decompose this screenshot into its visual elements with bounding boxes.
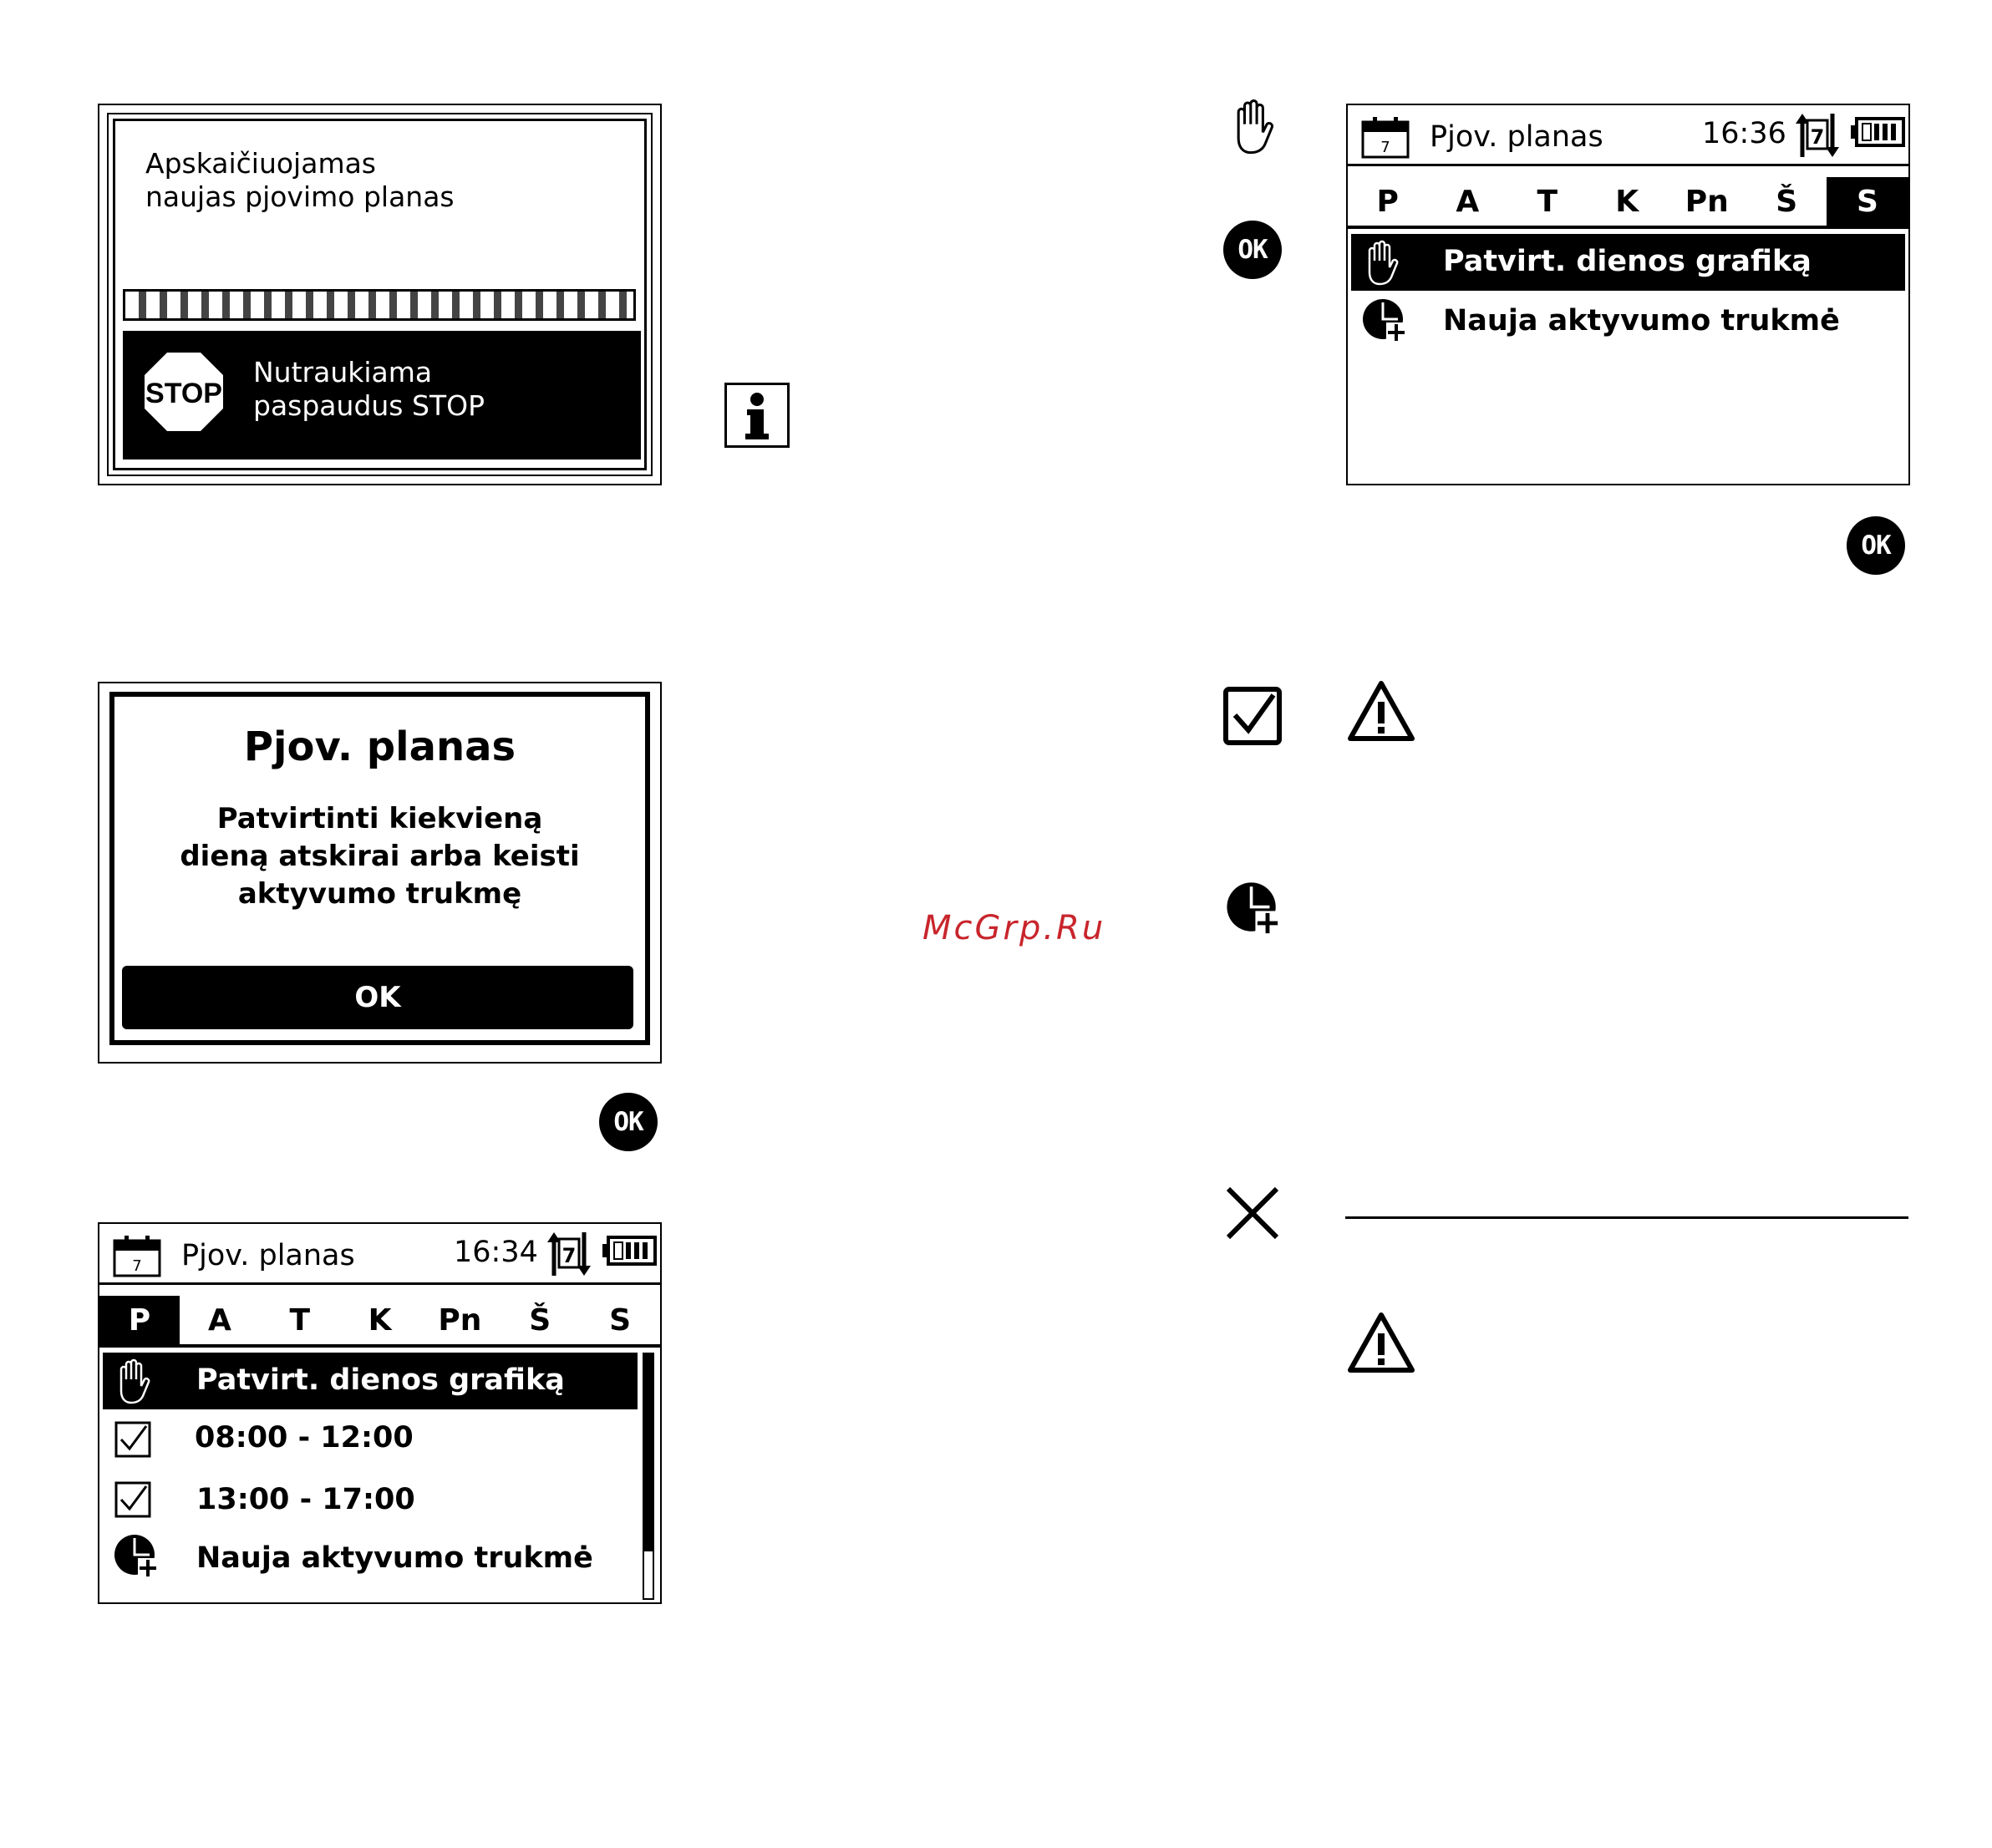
- battery-icon: [602, 1236, 658, 1266]
- time-slot-2: 13:00 - 17:00: [196, 1483, 415, 1516]
- calendar-icon-text: 7: [1380, 139, 1390, 156]
- ok-key-icon[interactable]: OK: [599, 1093, 658, 1151]
- stop-panel: [123, 331, 641, 459]
- tab-pn[interactable]: Pn: [1685, 184, 1729, 219]
- sync-icon-text: 7: [562, 1244, 577, 1267]
- close-icon: [1225, 1185, 1280, 1241]
- checkbox-checked-icon[interactable]: [114, 1421, 151, 1458]
- weekday-tabs: [99, 1296, 660, 1344]
- checkbox-checked-icon: [1223, 687, 1282, 745]
- tab-t[interactable]: T: [1537, 184, 1558, 219]
- hand-icon: [113, 1358, 151, 1404]
- weekly-schedule-screen-monday: [98, 1222, 662, 1604]
- dialog-title: Pjov. planas: [243, 723, 516, 770]
- warning-icon: [1347, 680, 1415, 742]
- battery-icon: [1851, 117, 1906, 147]
- confirm-day-row[interactable]: [103, 1353, 638, 1409]
- tab-s[interactable]: S: [1827, 177, 1908, 226]
- calendar-icon: [1361, 117, 1410, 159]
- stop-line1: Nutraukiama: [253, 356, 433, 388]
- confirm-day-label: Patvirt. dienos grafiką: [196, 1363, 565, 1397]
- calculating-plan-screen: [98, 104, 662, 485]
- tab-pn[interactable]: Pn: [438, 1302, 482, 1338]
- screen-title: Pjov. planas: [181, 1239, 355, 1272]
- tab-p[interactable]: P: [1376, 184, 1399, 219]
- weekday-tabs: [1348, 177, 1908, 226]
- info-icon: [724, 383, 790, 448]
- new-duration-label: Nauja aktyvumo trukmė: [1443, 304, 1840, 338]
- dialog-line2: dieną atskirai arba keisti: [180, 840, 580, 873]
- new-duration-icon[interactable]: [1361, 297, 1408, 344]
- scrollbar[interactable]: [643, 1353, 654, 1600]
- confirm-plan-dialog: [98, 682, 662, 1064]
- tab-k[interactable]: K: [1615, 184, 1639, 219]
- stop-line2: paspaudus STOP: [253, 389, 485, 422]
- new-duration-icon[interactable]: [113, 1533, 160, 1580]
- new-duration-label: Nauja aktyvumo trukmė: [196, 1541, 593, 1575]
- tab-p[interactable]: P: [99, 1296, 180, 1344]
- tab-t[interactable]: T: [289, 1302, 311, 1338]
- warning-icon: [1347, 1312, 1415, 1373]
- stop-icon: [143, 351, 225, 433]
- calendar-icon-text: 7: [132, 1257, 142, 1275]
- checkbox-checked-icon[interactable]: [114, 1481, 151, 1518]
- sync-icon: [547, 1231, 591, 1277]
- confirm-day-row[interactable]: [1351, 234, 1905, 291]
- watermark: McGrp.Ru: [922, 909, 1106, 947]
- tab-a[interactable]: A: [207, 1302, 231, 1338]
- ok-key-icon[interactable]: OK: [1223, 221, 1282, 279]
- dialog-ok-button[interactable]: OK: [122, 966, 633, 1029]
- tab-k[interactable]: K: [368, 1302, 392, 1338]
- ok-key-icon[interactable]: OK: [1847, 516, 1905, 575]
- sync-icon: [1796, 112, 1839, 159]
- tab-a[interactable]: A: [1456, 184, 1480, 219]
- calculating-title-line1: Apskaičiuojamas: [145, 147, 377, 180]
- divider-line: [1345, 1216, 1908, 1219]
- weekly-schedule-screen-sunday: [1346, 104, 1910, 485]
- new-duration-icon: [1225, 881, 1282, 937]
- confirm-day-label: Patvirt. dienos grafiką: [1443, 245, 1812, 278]
- calculating-title-line2: naujas pjovimo planas: [145, 180, 455, 213]
- dialog-line1: Patvirtinti kiekvieną: [216, 802, 543, 835]
- hand-icon: [1228, 97, 1275, 155]
- stop-icon-text: STOP: [145, 378, 222, 409]
- dialog-line3: aktyvumo trukmę: [237, 877, 522, 911]
- tab-s-caron[interactable]: Š: [529, 1302, 551, 1338]
- tab-s-caron[interactable]: Š: [1776, 184, 1798, 219]
- time-slot-1: 08:00 - 12:00: [195, 1421, 414, 1455]
- sync-icon-text: 7: [1810, 125, 1825, 149]
- hand-icon: [1361, 239, 1400, 286]
- clock-time: 16:36: [1702, 117, 1786, 150]
- clock-time: 16:34: [454, 1236, 538, 1269]
- tab-s[interactable]: S: [609, 1302, 632, 1338]
- progress-bar-icon: [123, 289, 636, 321]
- screen-title: Pjov. planas: [1430, 120, 1603, 154]
- calendar-icon: [113, 1236, 161, 1277]
